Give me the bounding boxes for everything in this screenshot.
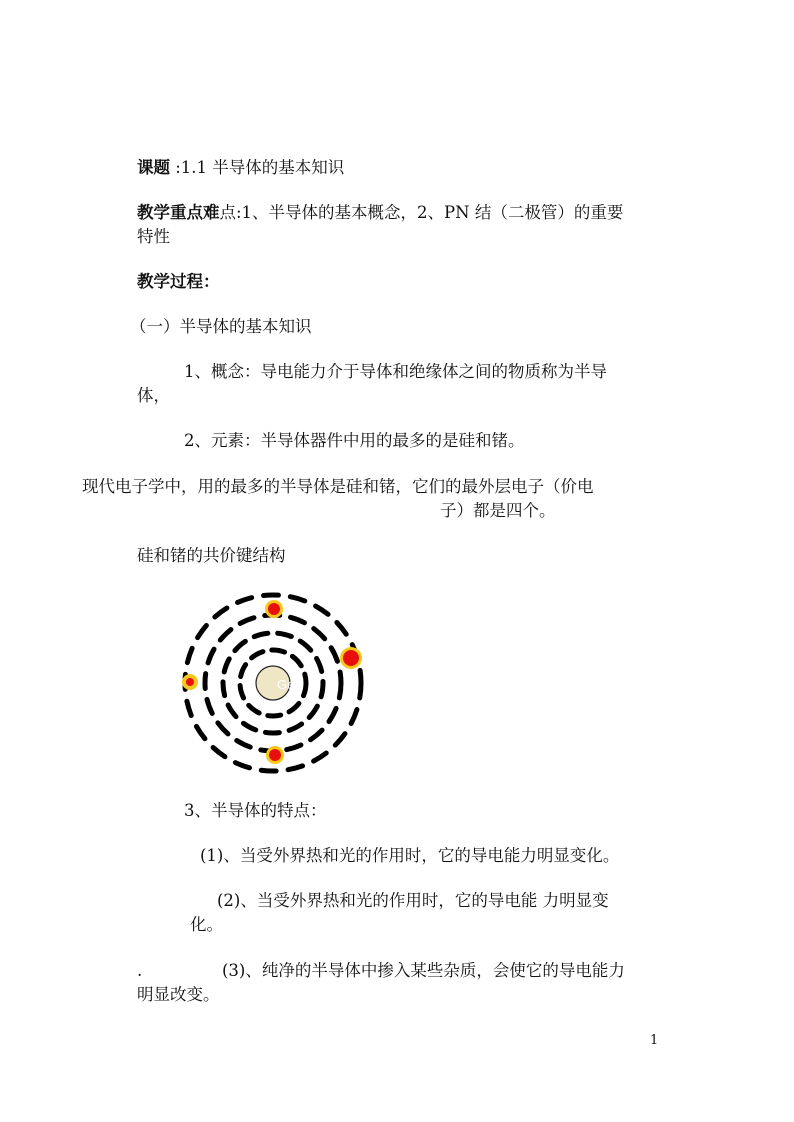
nucleus-label: Ge <box>277 677 295 692</box>
modern-para-line2: 子）都是四个。 <box>440 501 556 520</box>
lesson-title-label: 课题 <box>137 158 170 177</box>
key-points-label: 教学重点难 <box>137 203 220 222</box>
section-heading: （一）半导体的基本知识 <box>130 317 312 336</box>
electron <box>186 678 194 686</box>
item-features: 3、半导体的特点： <box>184 801 327 820</box>
feature-3-line2: 明显改变。 <box>137 985 220 1004</box>
covalent-bond-diagram <box>170 585 370 780</box>
feature-1: (1)、当受外界热和光的作用时，它的导电能力明显变化。 <box>200 846 620 865</box>
item-concept-line1: 1、概念：导电能力介于导体和绝缘体之间的物质称为半导 <box>184 362 607 381</box>
item-elements: 2、元素：半导体器件中用的最多的是硅和锗。 <box>184 431 525 450</box>
key-points-cont: 特性 <box>137 227 170 246</box>
lesson-title <box>137 157 344 179</box>
page-number: 1 <box>650 1033 659 1048</box>
feature-3-line1: (3)、纯净的半导体中掺入某些杂质，会使它的导电能力 <box>222 961 625 980</box>
process-heading: 教学过程： <box>137 272 220 291</box>
feature-2-line2: 化。 <box>190 915 223 934</box>
key-points-text: 点:1、半导体的基本概念，2、PN 结（二极管）的重要 <box>219 203 624 222</box>
modern-para-line1: 现代电子学中，用的最多的半导体是硅和锗，它们的最外层电子（价电 <box>82 477 594 496</box>
feature-2-line1: (2)、当受外界热和光的作用时，它的导电能 力明显变 <box>217 891 609 910</box>
figure-caption: 硅和锗的共价键结构 <box>137 546 286 565</box>
key-points <box>137 202 623 224</box>
item-concept-line2: 体， <box>137 386 170 405</box>
electron <box>269 749 281 761</box>
feature-3-dot: . <box>137 961 143 980</box>
electron <box>343 650 359 666</box>
lesson-title-text: :1.1 半导体的基本知识 <box>170 158 345 177</box>
electron <box>268 603 280 615</box>
